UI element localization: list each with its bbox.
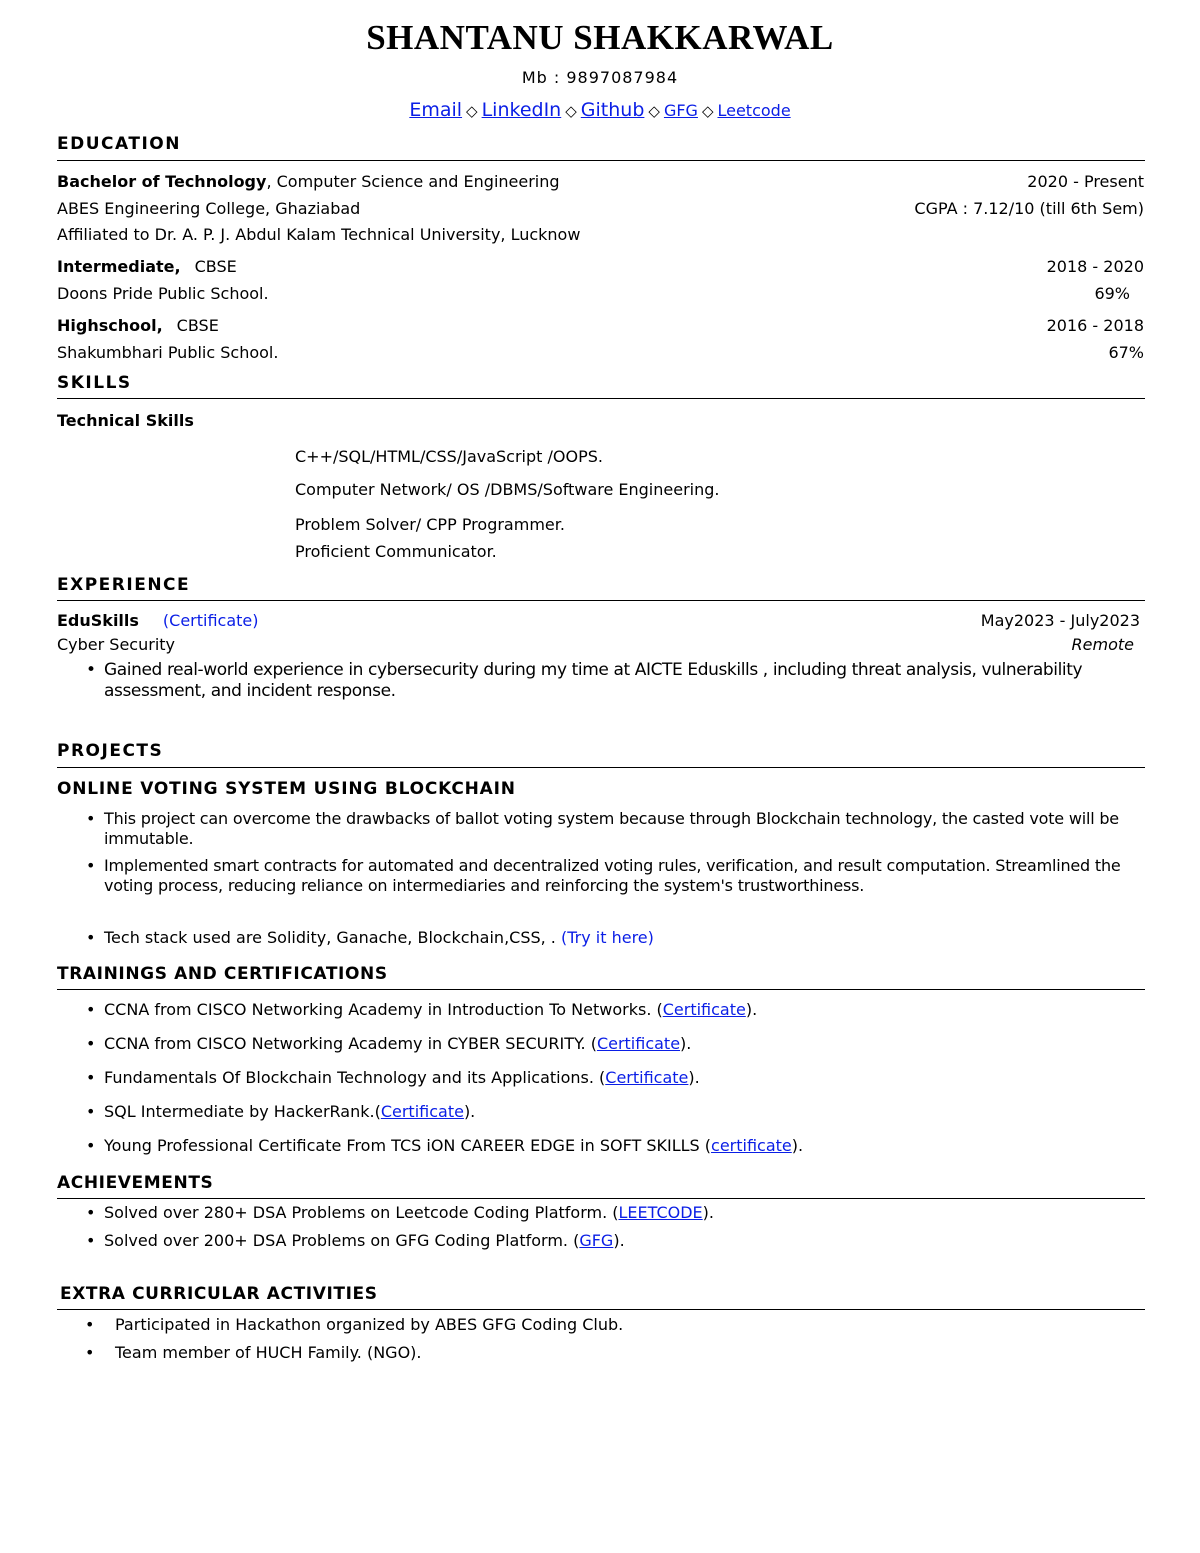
highschool-score: 67% xyxy=(1108,343,1144,362)
achievement-text: Solved over 280+ DSA Problems on Leetcode Coding Platform. ( xyxy=(104,1203,619,1222)
gfg-link[interactable]: GFG xyxy=(663,101,698,120)
intermediate-level: Intermediate, xyxy=(57,257,181,276)
skills-subtitle: Technical Skills xyxy=(57,411,194,430)
experience-role: Cyber Security xyxy=(57,635,176,654)
leetcode-profile-link[interactable]: LEETCODE xyxy=(618,1203,703,1222)
resume-name: SHANTANU SHAKKARWAL xyxy=(366,18,834,57)
diamond-separator-icon: ◇ xyxy=(701,102,714,120)
btech-years: 2020 - Present xyxy=(1027,172,1144,191)
section-divider xyxy=(57,1309,1145,1310)
section-title-skills: SKILLS xyxy=(57,373,132,393)
university-affiliation: Affiliated to Dr. A. P. J. Abdul Kalam Technical University, Lucknow xyxy=(57,225,581,244)
cgpa: CGPA : 7.12/10 (till 6th Sem) xyxy=(914,199,1144,218)
college-name: ABES Engineering College, Ghaziabad xyxy=(57,199,361,218)
project-tech-stack xyxy=(104,928,654,947)
experience-mode: Remote xyxy=(1071,635,1134,654)
diamond-separator-icon: ◇ xyxy=(565,102,577,120)
section-title-achievements: ACHIEVEMENTS xyxy=(57,1173,214,1193)
experience-bullet: • Gained real-world experience in cybersecurity during my time at AICTE Eduskills , including threat analysis, vulnerability assessment, and incident response. xyxy=(104,660,1104,702)
highschool-board: CBSE xyxy=(176,316,219,335)
skill-item: C++/SQL/HTML/CSS/JavaScript /OOPS. xyxy=(295,447,603,466)
experience-certificate-link[interactable]: (Certificate) xyxy=(162,611,259,630)
training-text-end: ). xyxy=(745,1000,758,1019)
intermediate-years: 2018 - 2020 xyxy=(1046,257,1144,276)
contact-links xyxy=(0,99,1200,121)
intermediate-board: CBSE xyxy=(194,257,237,276)
extracurricular-item xyxy=(85,1315,624,1334)
skill-item: Problem Solver/ CPP Programmer. xyxy=(295,515,565,534)
extracurricular-text: Participated in Hackathon organized by ABES GFG Coding Club. xyxy=(115,1315,624,1334)
intermediate-school: Doons Pride Public School. xyxy=(57,284,269,303)
section-title-experience: EXPERIENCE xyxy=(57,575,191,595)
highschool-level: Highschool, xyxy=(57,316,163,335)
certificate-link[interactable]: Certificate xyxy=(605,1068,689,1087)
training-text: SQL Intermediate by HackerRank.( xyxy=(104,1102,381,1121)
training-item xyxy=(104,1034,691,1053)
try-it-here-link[interactable]: (Try it here) xyxy=(560,928,654,947)
training-item xyxy=(104,1000,757,1019)
certificate-link[interactable]: Certificate xyxy=(380,1102,464,1121)
skill-item: Proficient Communicator. xyxy=(295,542,497,561)
intermediate-line xyxy=(57,257,237,276)
section-divider xyxy=(57,767,1145,768)
training-text: CCNA from CISCO Networking Academy in CYBER SECURITY. ( xyxy=(104,1034,597,1053)
email-link[interactable]: Email xyxy=(409,99,463,121)
highschool-years: 2016 - 2018 xyxy=(1046,316,1144,335)
extracurricular-item xyxy=(85,1343,422,1362)
experience-dates: May2023 - July2023 xyxy=(980,611,1140,630)
project-bullet: • Implemented smart contracts for automated and decentralized voting rules, verification, and result computation. Streamlined the voting process, reducing reliance on intermediaries and reinforcing the system's trustworthiness. xyxy=(104,856,1144,896)
github-link[interactable]: Github xyxy=(580,99,645,121)
training-text: Young Professional Certificate From TCS iON CAREER EDGE in SOFT SKILLS ( xyxy=(104,1136,712,1155)
section-title-extracurricular: EXTRA CURRICULAR ACTIVITIES xyxy=(60,1284,378,1304)
tech-stack-text: Tech stack used are Solidity, Ganache, Blockchain,CSS, . xyxy=(104,928,556,947)
certificate-link[interactable]: certificate xyxy=(711,1136,792,1155)
highschool-school: Shakumbhari Public School. xyxy=(57,343,279,362)
project-bullet: • This project can overcome the drawbacks of ballot voting system because through Blockchain technology, the casted vote will be immutable. xyxy=(104,809,1144,849)
section-title-education: EDUCATION xyxy=(57,134,181,154)
section-title-trainings: TRAININGS AND CERTIFICATIONS xyxy=(57,964,388,984)
section-divider xyxy=(57,600,1145,601)
section-divider xyxy=(57,1198,1145,1199)
mobile-number: Mb : 9897087984 xyxy=(521,68,679,87)
training-text-end: ). xyxy=(688,1068,700,1087)
training-text: CCNA from CISCO Networking Academy in Introduction To Networks. ( xyxy=(104,1000,663,1019)
training-text-end: ). xyxy=(463,1102,476,1121)
degree-name: Bachelor of Technology xyxy=(57,172,267,191)
intermediate-score: 69% xyxy=(1094,284,1130,303)
bullet-icon: • xyxy=(85,1315,95,1334)
company-name: EduSkills xyxy=(57,611,139,630)
section-divider xyxy=(57,989,1145,990)
section-title-projects: PROJECTS xyxy=(57,741,164,761)
training-text: Fundamentals Of Blockchain Technology and its Applications. ( xyxy=(104,1068,606,1087)
training-item xyxy=(104,1102,475,1121)
achievement-item xyxy=(104,1203,714,1222)
achievement-text-end: ). xyxy=(702,1203,714,1222)
diamond-separator-icon: ◇ xyxy=(466,102,478,120)
degree-field: , Computer Science and Engineering xyxy=(266,172,560,191)
education-degree-line xyxy=(57,172,560,191)
certificate-link[interactable]: Certificate xyxy=(662,1000,746,1019)
training-text-end: ). xyxy=(680,1034,692,1053)
section-divider xyxy=(57,160,1145,161)
diamond-separator-icon: ◇ xyxy=(648,102,660,120)
highschool-line xyxy=(57,316,219,335)
training-item xyxy=(104,1136,803,1155)
gfg-profile-link[interactable]: GFG xyxy=(579,1231,614,1250)
skill-item: Computer Network/ OS /DBMS/Software Engineering. xyxy=(295,480,720,499)
leetcode-link[interactable]: Leetcode xyxy=(717,101,791,120)
experience-company-line xyxy=(57,611,259,630)
bullet-icon: • xyxy=(85,1343,95,1362)
linkedin-link[interactable]: LinkedIn xyxy=(481,99,562,121)
achievement-text-end: ). xyxy=(613,1231,625,1250)
certificate-link[interactable]: Certificate xyxy=(596,1034,681,1053)
section-divider xyxy=(57,398,1145,399)
achievement-text: Solved over 200+ DSA Problems on GFG Coding Platform. ( xyxy=(104,1231,580,1250)
achievement-item xyxy=(104,1231,625,1250)
project-title: ONLINE VOTING SYSTEM USING BLOCKCHAIN xyxy=(57,779,516,799)
training-item xyxy=(104,1068,700,1087)
training-text-end: ). xyxy=(791,1136,804,1155)
extracurricular-text: Team member of HUCH Family. (NGO). xyxy=(115,1343,422,1362)
